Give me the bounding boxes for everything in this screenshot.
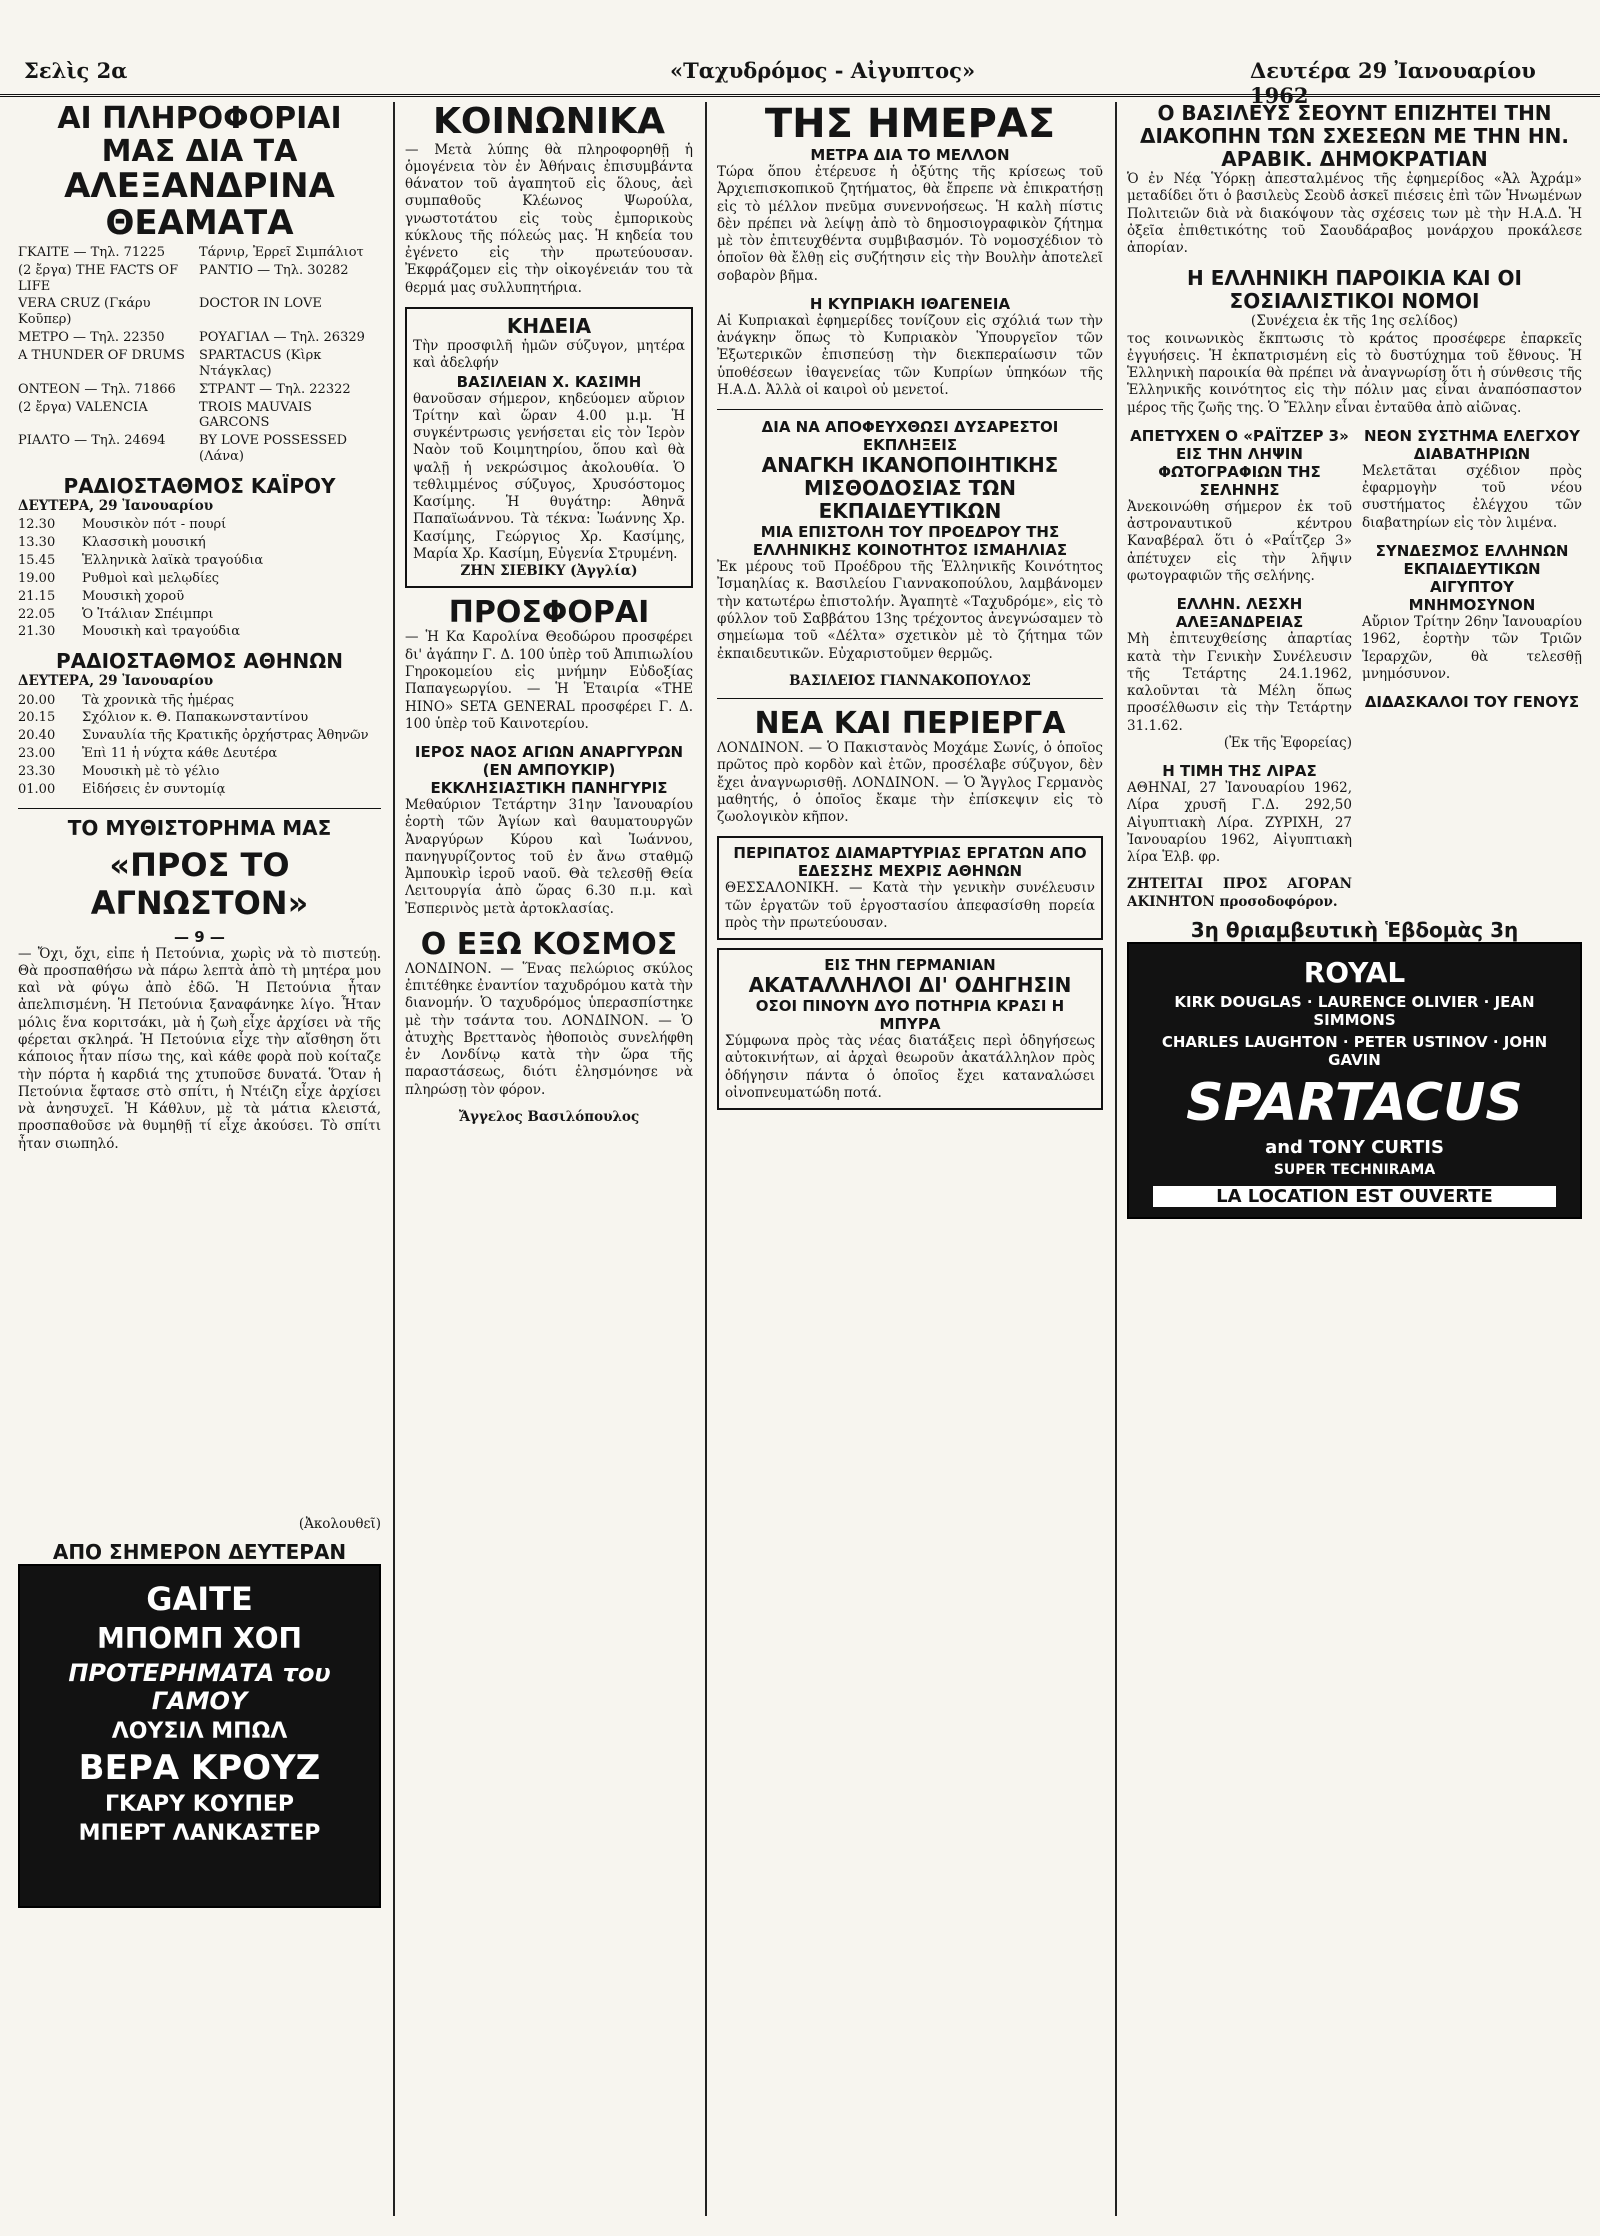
newspaper-name: «Ταχυδρόμος - Αἰγυπτος» (670, 58, 976, 83)
parish-headline: Η ΕΛΛΗΝΙΚΗ ΠΑΡΟΙΚΙΑ ΚΑΙ ΟΙ ΣΟΣΙΑΛΙΣΤΙΚΟΙ ΝΟΜΟΙ (1187, 266, 1522, 314)
novel-text: — Ὄχι, ὄχι, εἶπε ἡ Πετούνια, χωρὶς νὰ τὸ πιστεύῃ. Θὰ προσπαθήσω νὰ πάρω λεπτὰ ἀπὸ τὴ μητέρα μου καὶ νὰ φύγω ἀπὸ ἐδῶ. Ἡ Πετούνια ἦταν ἀπελπισμένη. Ἡ Πετούνια ξαναφάνηκε λίγο. Ἦταν μόλις ἕνα κοριτσάκι, μὰ ἡ ζωὴ εἶχε ἀρχίσει νὰ τῆς φέρεται σκληρά. Ἡ Πετούνια εἶχε τὴν αἴσθηση ὅτι κάποιος ἦταν πίσω της, καὶ κάθε φορὰ ποὺ κοίταζε τὴν πόρτα ἡ καρδιά της χτυποῦσε δυνατά. Ὅταν ἡ Πετούνια ἔφτασε στὸ σπίτι, ἡ Ντέιζη εἶχε ἀρχίσει νὰ ἀνησυχεῖ. Ἡ Κάθλυν, μὲ τὰ μάτια κλειστά, προσπαθοῦσε νὰ θυμηθῇ τί εἶχε ἀκούσει. Τὸ σπίτι ἦταν σιωπηλό. (18, 945, 381, 1152)
passport-text: Μελετᾶται σχέδιον πρὸς ἐφαρμογὴν τοῦ νέου συστήματος ἐλέγχου τῶν διαβατηρίων εἰς τὸν λιμένα. (1362, 462, 1582, 531)
ranger-text: Ἀνεκοινώθη σήμερον ἐκ τοῦ ἀστροναυτικοῦ κέντρου Καναβέραλ ὅτι ὁ «Ραΐτζερ 3» ἀπέτυχεν εἰς τὴν λῆψιν φωτογραφιῶν τῆς σελήνης. (1127, 498, 1352, 584)
schedule-row: 21.15 Μουσικὴ χοροῦ (18, 588, 185, 604)
ad-actor: ΛΟΥΣΙΛ ΜΠΩΛ (111, 1718, 288, 1744)
club-signature: (Ἐκ τῆς Ἐφορείας) (1223, 734, 1352, 751)
news-two-column (1127, 427, 1582, 911)
radio-athens-schedule (18, 693, 381, 798)
radio-athens-day: ΔΕΥΤΕΡΑ, 29 Ἰανουαρίου (18, 673, 214, 690)
ad-film-subtitle: ΠΡΟΤΕΡΗΜΑΤΑ του ΓΑΜΟΥ (68, 1658, 331, 1715)
strange-news-title: ΝΕΑ ΚΑΙ ΠΕΡΙΕΡΓΑ (754, 706, 1066, 742)
ad-format: SUPER TECHNIRAMA (1273, 1161, 1436, 1178)
letter-signature: ΒΑΣΙΛΕΙΟΣ ΓΙΑΝΝΑΚΟΠΟΥΛΟΣ (789, 672, 1031, 689)
germany-headline: ΑΚΑΤΑΛΛΗΛΟΙ ΔΙ' ΟΔΗΓΗΣΙΝ (748, 973, 1072, 998)
divider (18, 808, 381, 809)
column-of-the-day (717, 102, 1103, 2216)
column-divider (1115, 102, 1117, 2216)
property-wanted: ΖΗΤΕΙΤΑΙ ΠΡΟΣ ΑΓΟΡΑΝ ΑΚΙΝΗΤΟΝ προσοδοφόρον. (1127, 876, 1352, 910)
cinema-row: VERA CRUZ (Γκάρυ Κοῦπερ) DOCTOR IN LOVE (18, 296, 322, 328)
schedule-row: 13.30 Κλασσικὴ μουσική (18, 535, 206, 551)
film-ad-spartacus (1127, 942, 1582, 1219)
schedule-row: 23.00 Ἐπὶ 11 ἡ νύχτα κάθε Δευτέρα (18, 746, 278, 762)
schedule-row: 21.30 Μουσικὴ καὶ τραγούδια (18, 624, 241, 640)
teachers-pay-subheadline: ΜΙΑ ΕΠΙΣΤΟΛΗ ΤΟΥ ΠΡΟΕΔΡΟΥ ΤΗΣ ΕΛΛΗΝΙΚΗΣ ΚΟΙΝΟΤΗΤΟΣ ΙΣΜΑΗΛΙΑΣ (752, 523, 1068, 560)
club-title: ΕΛΛΗΝ. ΛΕΣΧΗ ΑΛΕΞΑΝΔΡΕΙΑΣ (1175, 595, 1304, 632)
novel-title: «ΠΡΟΣ ΤΟ ΑΓΝΩΣΤΟΝ» (90, 845, 309, 922)
donations-title: ΠΡΟΣΦΟΡΑΙ (448, 595, 650, 631)
column-divider (393, 102, 395, 2216)
teachers-pay-text: Ἐκ μέρους τοῦ Προέδρου τῆς Ἑλληνικῆς Κοινότητος Ἰσμαηλίας κ. Βασιλείου Γιαννακοπούλου, λαμβάνομεν τὴν κατωτέρω ἐπιστολήν. Ἀγαπητὲ «Ταχυδρόμε», εἰς τὸ φύλλον τοῦ Σαββάτου 13ης τρέχοντος ἀνεγνώσαμεν τὸ σημείωμα τοῦ «Δέλτα» σχετικὸν μὲ τὸ ζήτημα τῶν ἐκπαιδευτικῶν. Εὐχαριστοῦμεν θερμῶς. (717, 559, 1103, 662)
funeral-title: ΚΗΔΕΙΑ (506, 313, 592, 338)
social-text: — Μετὰ λύπης θὰ πληροφορηθῇ ἡ ὁμογένεια τὸν ἐν Ἀθήναις ἐπισυμβάντα θάνατον τοῦ ἀγαπητοῦ εἰς ὅλους, ἀεὶ συμπαθοῦς Κλέωνος Ψωρούλα, γνωστοτάτου εἰς τοὺς ἐμπορικοὺς κύκλους τῆς πόλεώς μας. Ἡ κηδεία του ἐγένετο εἰς τὴν πρωτεύουσαν. Ἐκφράζομεν εἰς τὴν οἰκογένειάν του τὰ θερμά μας συλλυπητήρια. (405, 141, 693, 296)
news-right (1362, 427, 1582, 911)
column-entertainment (18, 102, 381, 2216)
cinema-list (18, 245, 381, 465)
cinema-row: ΟΝΤΕΟΝ — Τηλ. 71866 ΣΤΡΑΝΤ — Τηλ. 22322 (18, 381, 351, 397)
saud-headline: Ο ΒΑΣΙΛΕΥΣ ΣΕΟΥΝΤ ΕΠΙΖΗΤΕΙ ΤΗΝ ΔΙΑΚΟΠΗΝ ΤΩΝ ΣΧΕΣΕΩΝ ΜΕ ΤΗΝ ΗΝ. ΑΡΑΒΙΚ. ΔΗΜΟΚΡΑΤΙΑΝ (1140, 102, 1569, 171)
funeral-text: θανοῦσαν σήμερον, κηδεύομεν αὔριον Τρίτην καὶ ὥραν 4.00 μ.μ. Ἡ συγκέντρωσις γενήσεται εἰς τὸν Ἱερὸν Ναὸν τοῦ Κοιμητηρίου, ὅπου καὶ θὰ ψαλῇ ἡ νεκρώσιμος ἀκολουθία. Ὁ τεθλιμμένος σύζυγος, Χρυσόστομος Κασίμης. Ἡ θυγάτηρ: Ἀθηνᾶ Παπαϊωάννου. Τὰ τέκνα: Ἰωάννης Χρ. Κασίμης, Γεώργιος Χρ. Κασίμης, Μαρία Χρ. Κασίμη, Εὐγενία Στρυμένη. (413, 390, 685, 562)
schedule-row: 23.30 Μουσικὴ μὲ τὸ γέλιο (18, 763, 220, 779)
schedule-row: 20.00 Τὰ χρονικὰ τῆς ἡμέρας (18, 692, 235, 708)
church-text: Μεθαύριον Τετάρτην 31ην Ἰανουαρίου ἑορτὴ τῶν Ἁγίων καὶ θαυματουργῶν Ἀναργύρων Κύρου καὶ Ἰωάννου, πανηγυρίζοντος τοῦ ἐν ἄνω σταθμῷ Ἀμπουκὶρ ἱεροῦ ναοῦ. Θὰ τελεσθῇ Θεία Λειτουργία ἀπὸ ὥρας 6.30 π.μ. καὶ Ἐσπερινὸς μετὰ ἀρτοκλασίας. (405, 797, 693, 917)
ad-cinema-name: ROYAL (1303, 955, 1406, 989)
divider (717, 698, 1103, 699)
germany-text: Σύμφωνα πρὸς τὰς νέας διατάξεις περὶ ὁδηγήσεως αὐτοκινήτων, αἱ ἀρχαὶ θεωροῦν ἀκατάλληλον πρὸς ὁδήγησιν πάντα ὁ ὁποῖος ἔχει καταναλώσει οἰνοπνευματώδη ποτά. (725, 1033, 1095, 1101)
schedule-row: 01.00 Εἰδήσεις ἐν συντομίᾳ (18, 781, 226, 797)
protest-title: ΠΕΡΙΠΑΤΟΣ ΔΙΑΜΑΡΤΥΡΙΑΣ ΕΡΓΑΤΩΝ ΑΠΟ ΕΔΕΣΣΗΣ ΜΕΧΡΙΣ ΑΘΗΝΩΝ (733, 844, 1087, 881)
world-title: Ο ΕΞΩ ΚΟΣΜΟΣ (420, 926, 678, 962)
ad-film-title-2: ΒΕΡΑ ΚΡΟΥΖ (78, 1747, 321, 1788)
spartacus-week: 3η θριαμβευτικὴ Ἑβδομὰς 3η (1190, 917, 1519, 942)
germany-subheadline: ΟΣΟΙ ΠΙΝΟΥΝ ΔΥΟ ΠΟΤΗΡΙΑ ΚΡΑΣΙ Η ΜΠΥΡΑ (755, 997, 1065, 1034)
parish-continued: (Συνέχεια ἐκ τῆς 1ης σελίδος) (1250, 313, 1459, 330)
teachers-union-title: ΣΥΝΔΕΣΜΟΣ ΕΛΛΗΝΩΝ ΕΚΠΑΙΔΕΥΤΙΚΩΝ ΑΙΓΥΠΤΟΥ (1375, 541, 1569, 596)
ad-cast: KIRK DOUGLAS · LAURENCE OLIVIER · JEAN SIMMONS (1174, 992, 1535, 1029)
schedule-row: 19.00 Ρυθμοὶ καὶ μελῳδίες (18, 570, 220, 586)
schedule-row: 22.05 Ὁ Ἰτάλιαν Σπέιμπρι (18, 606, 214, 622)
news-left (1127, 427, 1352, 911)
cinema-row: ΜΕΤΡΟ — Τηλ. 22350 ΡΟΥΑΓΙΑΛ — Τηλ. 26329 (18, 330, 365, 346)
issue-date: Δευτέρα 29 Ἰανουαρίου 1962 (1250, 58, 1536, 108)
church-location: (ΕΝ ΑΜΠΟΥΚΙΡ) (482, 761, 616, 780)
funeral-notice (405, 307, 693, 588)
page-number: Σελὶς 2α (24, 58, 128, 83)
church-title: ΙΕΡΟΣ ΝΑΟΣ ΑΓΙΩΝ ΑΝΑΡΓΥΡΩΝ (414, 743, 684, 762)
cinema-row: ΡΙΑΛΤΟ — Τηλ. 24694 BY LOVE POSSESSED (Λάνα) (18, 433, 348, 465)
ad-actor: ΜΠΕΡΤ ΛΑΝΚΑΣΤΕΡ (78, 1820, 321, 1846)
column-news (1127, 102, 1582, 2216)
funeral-intro: Τὴν προσφιλῆ ἡμῶν σύζυγον, μητέρα καὶ ἀδελφήν (413, 337, 685, 372)
cinema-row: ΓΚΑΙΤΕ — Τηλ. 71225 Τάρνιρ, Ἐρρεῖ Σιμπάλιοτ (18, 244, 364, 260)
memorial-title: ΜΝΗΜΟΣΥΝΟΝ (1408, 595, 1536, 614)
author-signature: Ἄγγελος Βασιλόπουλος (458, 1109, 640, 1126)
club-text: Μὴ ἐπιτευχθείσης ἀπαρτίας κατὰ τὴν Γενικὴν Συνέλευσιν τῆς Τετάρτης 24.1.1962, καλοῦνται τὰ Μέλη ὅπως προσέλθωσιν εἰς τὴν Τετάρτην 31.1.62. (1127, 631, 1352, 734)
novel-continued: (Ἀκολουθεῖ) (298, 1515, 381, 1532)
protest-text: ΘΕΣΣΑΛΟΝΙΚΗ. — Κατὰ τὴν γενικὴν συνέλευσιν τῶν ἐργατῶν τοῦ ἐργοστασίου ἀπεφασίσθη πορεία πρὸς τὴν πρωτεύουσαν. (725, 880, 1095, 931)
measures-title: ΜΕΤΡΑ ΔΙΑ ΤΟ ΜΕΛΛΟΝ (810, 146, 1010, 164)
radio-athens-title: ΡΑΔΙΟΣΤΑΘΜΟΣ ΑΘΗΝΩΝ (55, 649, 344, 674)
germany-kicker: ΕΙΣ ΤΗΝ ΓΕΡΜΑΝΙΑΝ (824, 956, 996, 975)
ad-cinema-name: GAITE (146, 1579, 253, 1618)
schedule-row: 20.40 Συναυλία τῆς Κρατικῆς ὀρχήστρας Ἀθηνῶν (18, 728, 369, 744)
ad-actor: ΓΚΑΡΥ ΚΟΥΠΕΡ (104, 1791, 295, 1817)
ad-booking-open: LA LOCATION EST OUVERTE (1153, 1186, 1556, 1207)
divider (717, 409, 1103, 410)
cyprus-title: Η ΚΥΠΡΙΑΚΗ ΙΘΑΓΕΝΕΙΑ (809, 294, 1011, 313)
novel-part: — 9 — (174, 927, 225, 946)
cinema-row: (2 ἔργα) VALENCIA TROIS MAUVAIS GARCONS (18, 399, 312, 431)
column-social (405, 102, 693, 2216)
teachers-pay-headline: ΑΝΑΓΚΗ ΙΚΑΝΟΠΟΙΗΤΙΚΗΣ ΜΙΣΘΟΔΟΣΙΑΣ ΤΩΝ ΕΚΠΑΙΔΕΥΤΙΚΩΝ (761, 453, 1059, 524)
radio-cairo-schedule (18, 517, 381, 640)
teachers-heading: ΔΙΔΑΣΚΑΛΟΙ ΤΟΥ ΓΕΝΟΥΣ (1364, 693, 1580, 712)
column-divider (705, 102, 707, 2216)
social-header: ΚΟΙΝΩΝΙΚΑ (433, 102, 665, 142)
radio-cairo-title: ΡΑΔΙΟΣΤΑΘΜΟΣ ΚΑΪΡΟΥ (63, 473, 336, 498)
day-header: ΤΗΣ ΗΜΕΡΑΣ (764, 102, 1056, 147)
memorial-text: Αὔριον Τρίτην 26ην Ἰανουαρίου 1962, ἑορτὴν τῶν Τριῶν Ἱεραρχῶν, θὰ τελεσθῇ μνημόσυνον. (1362, 613, 1582, 682)
schedule-row: 15.45 Ἑλληνικὰ λαϊκὰ τραγούδια (18, 552, 264, 568)
donations-text: — Ἡ Κα Καρολίνα Θεοδώρου προσφέρει δι' ἀγάπην Γ. Δ. 100 ὑπὲρ τοῦ Ἀπιπιωλίου Γηροκομείου εἰς μνήμην Εὐδοξίας Παπαγεωργίου. — Ἡ Ἑταιρία «ΤΗΕ ΗΙΝΟ» SETA GENERAL προσφέρει Γ. Δ. 100 ὑπὲρ τοῦ Καινοτερίου. (405, 629, 693, 732)
entertainment-header-2: ΑΛΕΞΑΝΔΡΙΝΑ ΘΕΑΜΑΤΑ (64, 166, 335, 244)
saud-text: Ὁ ἐν Νέᾳ Ὑόρκῃ ἀπεσταλμένος τῆς ἐφημερίδος «Ἀλ Ἀχράμ» μεταδίδει ὅτι ὁ βασιλεὺς Σεοὺδ ἀσκεῖ πιέσεις ἐπὶ τῶν Ἡνωμένων Πολιτειῶν διὰ νὰ διακόψουν τὰς σχέσεις των μὲ τὴν Η.Α.Δ. Ἡ ὀξεῖα ἐπιθετικότης τοῦ Σαουδάραβος μονάρχου προκάλεσε ἀπορίαν. (1127, 171, 1582, 257)
ad-title: ΑΠΟ ΣΗΜΕΡΟΝ ΔΕΥΤΕΡΑΝ (52, 1539, 347, 1564)
pound-text: ΑΘΗΝΑΙ, 27 Ἰανουαρίου 1962, Λίρα χρυσῆ Γ.Δ. 292,50 Αἰγυπτιακὴ Λίρα. ΖΥΡΙΧΗ, 27 Ἰανουαρίου 1962, Αἰγυπτιακὴ λίρα Ἑλβ. φρ. (1127, 780, 1352, 866)
ad-costar: and TONY CURTIS (1265, 1136, 1444, 1158)
cinema-row: (2 ἔργα) THE FACTS OF LIFE ΡΑΝΤΙΟ — Τηλ. 30282 (18, 262, 349, 294)
masthead-rule (0, 94, 1600, 97)
novel-section-title: ΤΟ ΜΥΘΙΣΤΟΡΗΜΑ ΜΑΣ (67, 815, 332, 840)
surprises-title: ΔΙΑ ΝΑ ΑΠΟΦΕΥΧΘΩΣΙ ΔΥΣΑΡΕΣΤΟΙ ΕΚΠΛΗΞΕΙΣ (761, 418, 1059, 455)
cyprus-text: Αἱ Κυπριακαὶ ἐφημερίδες τονίζουν εἰς σχόλιά των τὴν ἀνάγκην ὅπως τὸ Κυπριακὸν Ὑπουργεῖον τῶν Ἐξωτερικῶν ἐπισπεύσῃ τὴν διεκπεραίωσιν τῶν ὑποθέσεων ἰθαγενείας τῶν Κυπρίων ὑπηκόων τῆς Η.Α.Δ. Ἀλλὰ οἱ καιροὶ οὐ μενετοί. (717, 312, 1103, 398)
measures-text: Τώρα ὅπου ἐτέρευσε ἡ ὀξύτης τῆς κρίσεως τοῦ Ἀρχιεπισκοπικοῦ ζητήματος, θὰ ἔπρεπε νὰ ἐπικρατήσῃ εἰς τὸ μέλλον πνεῦμα συνεννοήσεως. Ἡ καλὴ πίστις δὲν πρέπει νὰ λείψῃ ἀπὸ τὸ δημοσιογραφικὸν ζήτημα μὲ τὸν ἐπιτευχθέντα συμβιβασμόν. Τὸ νομοσχέδιον τὸ ὁποῖον θὰ ἔλθῃ εἰς συζήτησιν εἰς τὴν Βουλὴν ἀποτελεῖ σοβαρὸν βῆμα. (717, 164, 1103, 284)
cinema-row: A THUNDER OF DRUMS SPARTACUS (Κὶρκ Ντάγκλας) (18, 347, 322, 379)
deceased-name: ΒΑΣΙΛΕΙΑΝ Χ. ΚΑΣΙΜΗ (456, 372, 642, 391)
world-text: ΛΟΝΔΙΝΟΝ. — Ἕνας πελώριος σκύλος ἐπιτέθηκε ἐναντίον ταχυδρόμου κατὰ τὴν διανομήν. Ὁ ταχυδρόμος ὑπερασπίστηκε μὲ τὴν τσάντα του. ΛΟΝΔΙΝΟΝ. — Ὁ ἀτυχὴς Βρεττανὸς ἠθοποιὸς συνελήφθη ἐν Λονδίνῳ κατὰ τὴν ὥρα τῆς παραστάσεως, διότι ἐλησμόνησε νὰ πληρώσῃ τὸν φόρον. (405, 960, 693, 1098)
passport-title: ΝΕΟΝ ΣΥΣΤΗΜΑ ΕΛΕΓΧΟΥ ΔΙΑΒΑΤΗΡΙΩΝ (1363, 426, 1581, 463)
strange-news-text: ΛΟΝΔΙΝΟΝ. — Ὁ Πακιστανὸς Μοχάμε Σωνίς, ὁ ὁποῖος πρῶτος πρὸ κορδὸν καὶ ἐτῶν, προσέλαβε σύζυγον, δὲν ἔχει ἀναγνωρισθῇ. ΛΟΝΔΙΝΟΝ. — Ὁ Ἄγγλος Γερμανὸς μαθητής, ὁ ὁποῖος ἔκαμε τὴν ἐπίσκεψιν εἰς τὸ ζωολογικὸν κῆπον. (717, 740, 1103, 826)
parish-text: τος κοινωνικὸς ἔκπτωσις τὸ κράτος προσέφερε ἐπαρκεῖς ἐγγυήσεις. Ἡ ἐκπατρισμένη εἰς τὸ δυστύχημα τοῦ ἔθνους. Ἡ Ἑλληνικὴ παροικία θὰ πρέπει νὰ ἀναγνωρίσῃ ὅτι ἡ σύνθεσις τῆς Ἑλληνικῆς κοινότητος εἰς τὴν πόλιν μας εἶναι ἀναπόσπαστον μέρος τῆς ζωῆς της. Ὁ Ἔλλην εἶναι ἐνταῦθα ἀπὸ αἰῶνας. (1127, 330, 1582, 416)
film-ad-gaite (18, 1564, 381, 1908)
germany-box (717, 948, 1103, 1110)
ranger-headline: ΑΠΕΤΥΧΕΝ Ο «ΡΑΪΤΖΕΡ 3» ΕΙΣ ΤΗΝ ΛΗΨΙΝ ΦΩΤΟΓΡΑΦΙΩΝ ΤΗΣ ΣΕΛΗΝΗΣ (1130, 426, 1349, 499)
protest-march-box (717, 836, 1103, 940)
schedule-row: 20.15 Σχόλιον κ. Θ. Παπακωνσταντίνου (18, 710, 309, 726)
pound-title: Η ΤΙΜΗ ΤΗΣ ΛΙΡΑΣ (1162, 762, 1317, 781)
masthead (0, 58, 1600, 108)
entertainment-header: ΑΙ ΠΛΗΡΟΦΟΡΙΑΙ ΜΑΣ ΔΙΑ ΤΑ (57, 102, 342, 169)
ad-cast: CHARLES LAUGHTON · PETER USTINOV · JOHN GAVIN (1161, 1032, 1548, 1069)
schedule-row: 12.30 Μουσικὸν πότ - πουρί (18, 517, 227, 533)
ad-film-title: SPARTACUS (1186, 1072, 1523, 1133)
funeral-signature: ΖΗΝ ΣΙΕΒΙΚΥ (Ἀγγλία) (460, 563, 638, 580)
ad-film-title: ΜΠΟΜΠ ΧΟΠ (97, 1621, 302, 1655)
radio-cairo-day: ΔΕΥΤΕΡΑ, 29 Ἰανουαρίου (18, 497, 214, 514)
church-festival: ΕΚΚΛΗΣΙΑΣΤΙΚΗ ΠΑΝΗΓΥΡΙΣ (430, 779, 668, 798)
